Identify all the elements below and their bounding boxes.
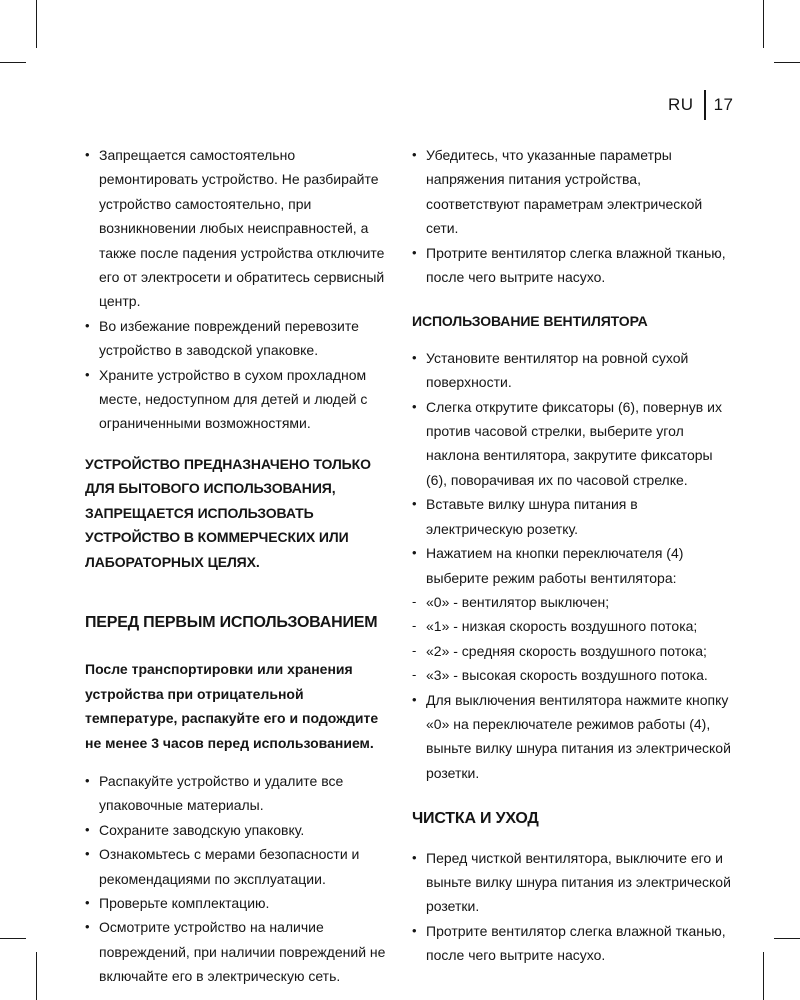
list-item: • Сохраните заводскую упаковку. [85, 818, 397, 842]
mode-item: - «2» - средняя скорость воздушного потока; [412, 639, 732, 663]
list-item: • Перед чисткой вентилятора, выключите его и выньте вилку шнура питания из электрической розетки. [412, 846, 732, 919]
usage-warning: УСТРОЙСТВО ПРЕДНАЗНАЧЕНО ТОЛЬКО ДЛЯ БЫТОВОГО ИСПОЛЬЗОВАНИЯ, ЗАПРЕЩАЕТСЯ ИСПОЛЬЗОВАТЬ УСТРОЙСТВО В КОММЕРЧЕСКИХ ИЛИ ЛАБОРАТОРНЫХ ЦЕЛЯХ. [85, 455, 371, 570]
language-code: RU [668, 95, 694, 114]
list-item: • Установите вентилятор на ровной сухой поверхности. [412, 346, 732, 395]
crop-mark [774, 62, 800, 63]
mode-list [412, 590, 732, 688]
right-column [412, 143, 732, 968]
list-item: • Распакуйте устройство и удалите все упаковочные материалы. [85, 769, 397, 818]
list-item: • Проверьте комплектацию. [85, 891, 397, 915]
list-item: • Убедитесь, что указанные параметры напряжения питания устройства, соответствуют параметрам электрической сети. [412, 143, 732, 241]
list-item: • Вставьте вилку шнура питания в электрическую розетку. [412, 492, 732, 541]
preparation-list [412, 143, 732, 289]
crop-mark [774, 938, 800, 939]
safety-list [85, 143, 397, 436]
section-title-cleaning: ЧИСТКА И УХОД [412, 810, 539, 828]
crop-mark [36, 0, 37, 48]
section-title-usage: ИСПОЛЬЗОВАНИЕ ВЕНТИЛЯТОРА [412, 313, 648, 330]
mode-item: - «3» - высокая скорость воздушного потока. [412, 663, 732, 687]
header-divider [704, 90, 706, 120]
list-item: • Слегка открутите фиксаторы (6), повернув их против часовой стрелки, выберите угол наклона вентилятора, закрутите фиксаторы (6), поворачивая их по часовой стрелке. [412, 395, 732, 493]
crop-mark [0, 938, 26, 939]
section-title-first-use: ПЕРЕД ПЕРВЫМ ИСПОЛЬЗОВАНИЕМ [85, 613, 378, 631]
list-item: • Ознакомьтесь с мерами безопасности и рекомендациями по эксплуатации. [85, 842, 397, 891]
list-item: • Запрещается самостоятельно ремонтировать устройство. Не разбирайте устройство самостоятельно, при возникновении любых неисправностей, а также после падения устройства отключите его от электросети и обратитесь сервисный центр. [85, 143, 397, 314]
transport-note: После транспортировки или хранения устройства при отрицательной температуре, распакуйте его и подождите не менее 3 часов перед использованием. [85, 661, 379, 751]
left-column [85, 143, 397, 989]
crop-mark [763, 0, 764, 48]
list-item: • Осмотрите устройство на наличие повреждений, при наличии повреждений не включайте его в электрическую сеть. [85, 915, 397, 988]
list-item: • Для выключения вентилятора нажмите кнопку «0» на переключателе режимов работы (4), выньте вилку шнура питания из электрической розетки. [412, 688, 732, 786]
page-number: 17 [713, 95, 734, 114]
first-use-list [85, 769, 397, 989]
list-item: • Во избежание повреждений перевозите устройство в заводской упаковке. [85, 314, 397, 363]
page-header [668, 90, 733, 120]
crop-mark [0, 62, 26, 63]
mode-item: - «0» - вентилятор выключен; [412, 590, 732, 614]
cleaning-list [412, 846, 732, 968]
mode-item: - «1» - низкая скорость воздушного потока; [412, 614, 732, 638]
usage-list [412, 346, 732, 590]
list-item: • Нажатием на кнопки переключателя (4) выберите режим работы вентилятора: [412, 541, 732, 590]
power-off-list [412, 688, 732, 786]
list-item: • Протрите вентилятор слегка влажной тканью, после чего вытрите насухо. [412, 241, 732, 290]
list-item: • Храните устройство в сухом прохладном месте, недоступном для детей и людей с ограниченными возможностями. [85, 363, 397, 436]
list-item: • Протрите вентилятор слегка влажной тканью, после чего вытрите насухо. [412, 919, 732, 968]
crop-mark [36, 952, 37, 1000]
crop-mark [763, 952, 764, 1000]
